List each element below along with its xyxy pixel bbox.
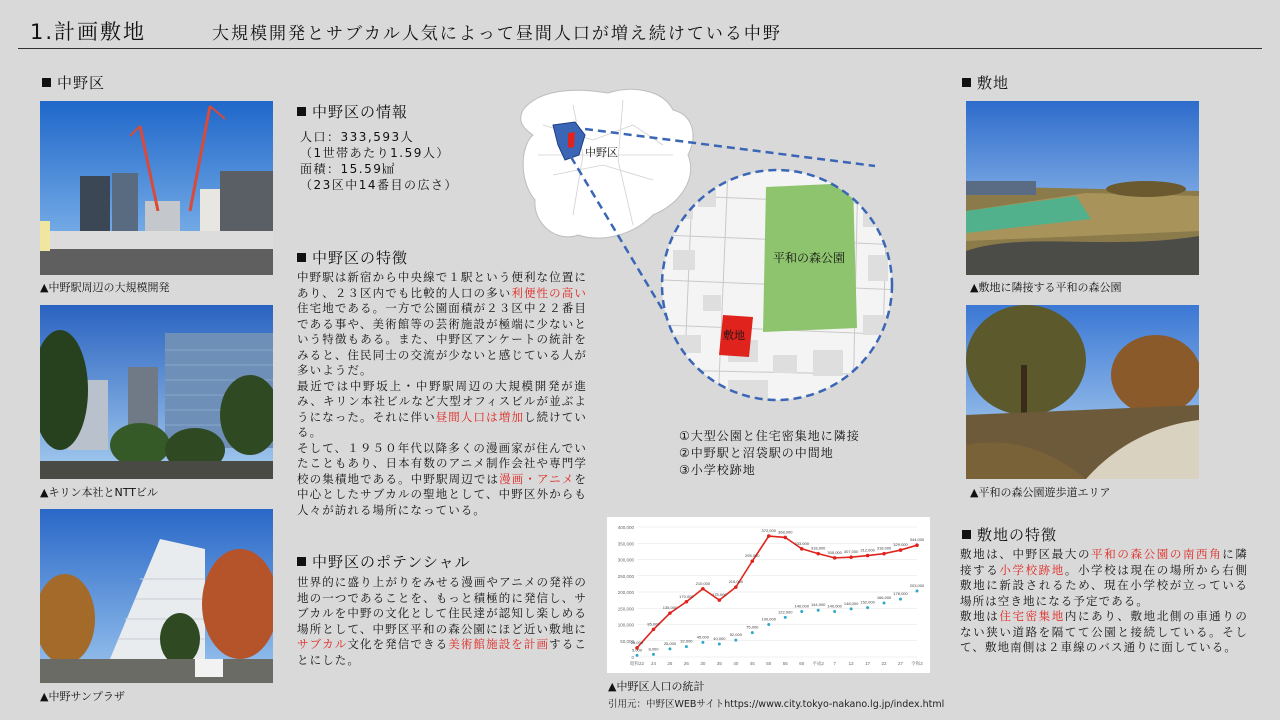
source-citation: 引用元：中野区WEBサイトhttps://www.city.tokyo-nakano.lg.jp/index.html <box>608 699 945 710</box>
chart-data-label: 372,000 <box>761 528 776 534</box>
chart-data-label: 75,000 <box>746 624 759 630</box>
chart-data-label: 140,000 <box>827 603 842 609</box>
chart-data-label: 166,000 <box>876 595 892 601</box>
chart-x-tick: 7 <box>833 661 836 666</box>
features-text: 中野駅は新宿から中央線で１駅という便利な位置にあり、２３区内でも比較的人口の多い利便性の高い住宅地である。一方で公園面積が２３区中２２番目である事や、美術館等の芸術施設が極端に少ないという特徴もある。また、中野区アンケートの統計をみると、住民同士の交流が少ないと感じている人が多いようだ。 最近では中野坂上・中野駅周辺の大規模開発が進み、キリン本社ビルなど大型オフィスビルが並ぶようになった。それに伴い昼間人口は増加し続けている。 そして、１９５０年代以降多くの漫画家が住んでいたこともあり、日本有数のアニメ制作会社や専門学校の集積地である。中野駅周辺では漫画・アニメを中心としたサブカルの聖地として、中野区外からも人々が訪れる場所になっている。 <box>297 270 588 517</box>
photo-sunplaza <box>40 509 273 683</box>
chart-point <box>767 623 770 626</box>
chart-data-label: 178,000 <box>893 591 908 597</box>
chart-y-tick: 200,000 <box>617 590 634 595</box>
chart-data-label: 100,000 <box>761 616 776 622</box>
chart-data-label: 135,000 <box>662 605 678 611</box>
chart-point <box>701 641 704 644</box>
chart-x-tick: 35 <box>716 661 722 666</box>
section-heading-site: 敷地 <box>962 72 1009 93</box>
chart-point <box>685 600 689 604</box>
chart-point <box>800 547 804 551</box>
chart-y-tick: 350,000 <box>617 541 634 547</box>
chart-data-label: 148,000 <box>843 600 859 606</box>
chart-point <box>833 610 836 613</box>
chart-data-label: 122,000 <box>778 609 793 615</box>
chart-data-label: 305,000 <box>827 549 842 555</box>
chart-x-tick: 12 <box>848 661 854 666</box>
section-heading-nakano: 中野区 <box>42 72 105 93</box>
chart-data-label: 203,000 <box>909 583 925 589</box>
chart-point <box>882 552 886 556</box>
chart-point <box>899 598 902 601</box>
site-map <box>513 85 943 420</box>
chart-y-tick: 150,000 <box>617 606 634 612</box>
info-population: 人口：333,593人 <box>300 130 415 144</box>
chart-point <box>883 602 886 605</box>
chart-data-label: 152,000 <box>860 599 875 605</box>
section-heading-info: 中野区の情報 <box>297 101 408 122</box>
chart-series-line-2 <box>637 591 917 655</box>
chart-data-label: 318,000 <box>876 545 892 551</box>
chart-x-tick: 令和2 <box>911 661 923 666</box>
chart-data-label: 170,000 <box>679 593 694 599</box>
chart-x-tick: 50 <box>766 661 772 666</box>
chart-point <box>817 609 820 612</box>
title-bar <box>18 10 1262 49</box>
map-site-label: 敷地 <box>723 330 745 342</box>
chart-data-label: 318,000 <box>810 545 826 551</box>
chart-data-label: 25,000 <box>663 640 677 646</box>
chart-x-tick: 平成2 <box>812 661 824 666</box>
page-subtitle: 大規模開発とサブカル人気によって昼間人口が増え続けている中野 <box>212 24 782 44</box>
potential-text: 世界的に盛り上がりをみせる漫画やアニメの発祥の地の一つであることを、もっと積極的に発信し、サブカルを中野の文化として住民達が認知し楽しめる場所として、中野区平和の森公園にほど近い敷地にサブカル文化を発信できる美術館施設を計画することにした。 <box>297 575 587 667</box>
site-point-1: ①大型公園と住宅密集地に隣接 <box>679 429 860 443</box>
chart-point <box>668 611 672 615</box>
site-point-2: ②中野駅と沼袋駅の中間地 <box>679 446 834 460</box>
chart-data-label: 210,000 <box>695 580 711 586</box>
chart-point <box>783 536 787 540</box>
site-features-text: 敷地は、中野区最大の平和の森公園の南西角に隣接する小学校跡地。小学校は現在の場所から右側敷地に新設されるため、現在小学校が立っている場所は空き地になる予定である。 敷地は住宅密集地内にあり、敷地北側の車通りのない狭い道路を隔てて公園と接続している。そして、敷地南側は２車線のバス通りに面している。 <box>960 547 1249 654</box>
chart-data-label: 28,000 <box>630 639 644 645</box>
chart-data-label: 175,000 <box>712 592 727 598</box>
chart-data-label: 312,000 <box>860 547 875 553</box>
chart-x-tick: 26 <box>683 661 689 666</box>
chart-data-label: 85,000 <box>647 621 660 627</box>
chart-data-label: 307,000 <box>843 549 859 555</box>
chart-point <box>916 590 919 593</box>
chart-point <box>668 647 671 650</box>
chart-x-tick: 60 <box>799 661 805 666</box>
chart-data-label: 5,000 <box>631 647 643 653</box>
chart-data-label: 329,000 <box>893 542 908 548</box>
chart-point <box>718 598 722 602</box>
info-household: （1世帯あたり1.59人） <box>300 146 450 160</box>
chart-point <box>734 639 737 642</box>
chart-data-label: 144,000 <box>810 602 826 608</box>
chart-y-tick: 0 <box>631 655 634 660</box>
caption-photo-1: ▲中野駅周辺の大規模開発 <box>40 281 170 294</box>
chart-point <box>899 548 903 552</box>
chart-data-label: 333,000 <box>794 540 809 546</box>
chart-point <box>685 645 688 648</box>
chart-x-tick: 40 <box>733 661 739 666</box>
chart-point <box>800 610 803 613</box>
chart-x-tick: 30 <box>700 661 706 666</box>
chart-data-label: 295,000 <box>745 553 760 559</box>
chart-data-label: 52,000 <box>729 632 742 638</box>
photo-station-development <box>40 101 273 275</box>
chart-point <box>866 554 870 558</box>
chart-x-tick: 25 <box>667 661 673 666</box>
chart-data-label: 45,000 <box>696 634 709 640</box>
map-ward-label: 中野区 <box>585 147 618 159</box>
chart-point <box>915 543 919 547</box>
population-chart <box>607 517 930 673</box>
chart-point <box>718 643 721 646</box>
chart-y-tick: 300,000 <box>617 557 634 563</box>
caption-photo-2: ▲キリン本社とNTTビル <box>40 486 158 499</box>
chart-data-label: 140,000 <box>794 603 809 609</box>
section-heading-site-features: 敷地の特徴 <box>962 524 1057 545</box>
chart-point <box>767 534 771 538</box>
map-park-label: 平和の森公園 <box>773 251 846 265</box>
chart-y-tick: 100,000 <box>617 622 634 628</box>
chart-point <box>750 559 754 563</box>
chart-point <box>652 653 655 656</box>
chart-data-label: 32,000 <box>680 638 693 644</box>
chart-x-tick: 昭和22 <box>629 661 645 666</box>
chart-data-label: 8,000 <box>648 646 659 652</box>
info-block <box>300 129 458 193</box>
chart-x-tick: 27 <box>898 661 904 666</box>
chart-y-tick: 400,000 <box>617 525 634 530</box>
info-area-rank: （23区中14番目の広さ） <box>300 178 459 192</box>
photo-kirin-ntt <box>40 305 273 479</box>
section-heading-potential: 中野区のポテンシャル <box>297 551 471 572</box>
photo-park-path <box>966 305 1199 479</box>
chart-data-label: 215,000 <box>728 579 744 585</box>
chart-x-tick: 17 <box>865 661 871 666</box>
chart-point <box>751 631 754 634</box>
chart-x-tick: 55 <box>782 661 788 666</box>
chart-point <box>652 628 656 632</box>
chart-point <box>701 587 705 591</box>
chart-point <box>866 606 869 609</box>
page-title: 1.計画敷地 <box>30 20 147 44</box>
chart-caption: ▲中野区人口の統計 <box>608 680 705 693</box>
chart-point <box>816 552 820 556</box>
chart-data-label: 368,000 <box>778 529 793 535</box>
info-area: 面積：15.59㎢ <box>300 162 396 176</box>
chart-data-label: 40,000 <box>713 636 726 641</box>
chart-x-tick: 22 <box>881 661 887 666</box>
chart-point <box>850 607 853 610</box>
site-points <box>679 428 860 479</box>
chart-data-label: 344,000 <box>909 537 925 543</box>
caption-site-photo-2: ▲平和の森公園遊歩道エリア <box>970 486 1111 499</box>
chart-point <box>849 555 853 559</box>
chart-point <box>734 585 738 589</box>
site-point-3: ③小学校跡地 <box>679 463 756 477</box>
chart-y-tick: 250,000 <box>617 573 634 579</box>
chart-x-tick: 45 <box>749 661 755 666</box>
section-heading-features: 中野区の特徴 <box>297 247 408 268</box>
chart-point <box>833 556 837 560</box>
chart-point <box>784 616 787 619</box>
chart-y-tick: 50,000 <box>620 638 634 644</box>
photo-heiwa-park <box>966 101 1199 275</box>
chart-x-tick: 24 <box>650 661 656 666</box>
chart-point <box>636 654 639 657</box>
caption-photo-3: ▲中野サンプラザ <box>40 690 125 703</box>
caption-site-photo-1: ▲敷地に隣接する平和の森公園 <box>970 281 1122 294</box>
